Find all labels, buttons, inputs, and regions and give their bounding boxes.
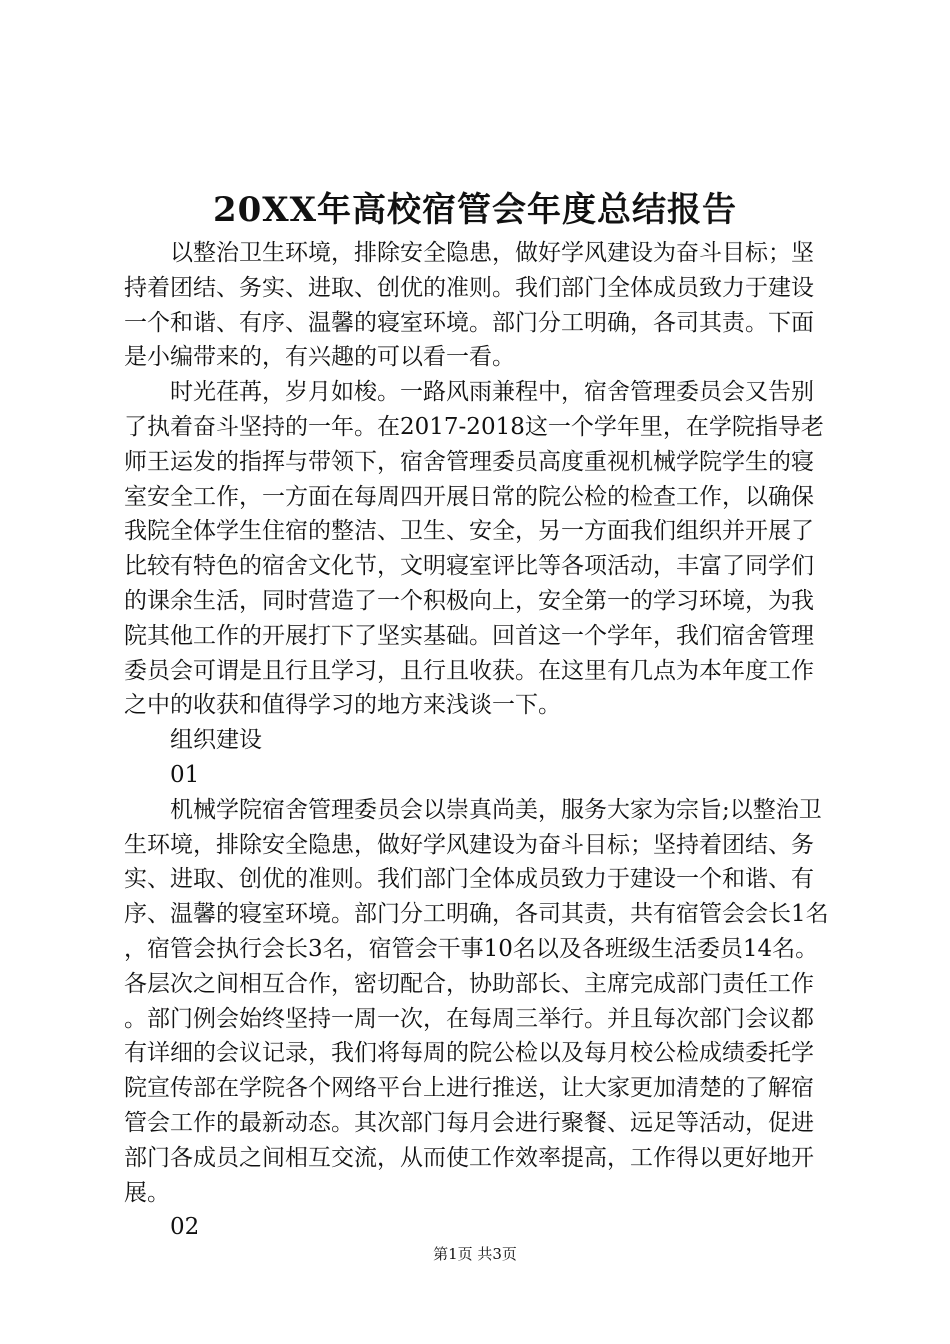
page-footer: 第1页 共3页 [433,1245,517,1263]
document-title: 20XX年高校宿管会年度总结报告 [212,190,738,230]
section-number: 01 [170,761,200,788]
paragraph-organization: 机械学院宿舍管理委员会以崇真尚美，服务大家为宗旨;以整治卫生环境，排除安全隐患，做好学风建设为奋斗目标；坚持着团结、务实、进取、创优的准则。我们部门全体成员致力于建设一个和谐、有序、温馨的寝室环境。部门分工明确，各司其责，共有宿管会会长1名，宿管会执行会长3名，宿管会干事10名以及各班级生活委员14名。各层次之间相互合作，密切配合，协助部长、主席完成部门责任工作。部门例会始终坚持一周一次，在每周三举行。并且每次部门会议都有详细的会议记录，我们将每周的院公检以及每月校公检成绩委托学院宣传部在学院各个网络平台上进行推送，让大家更加清楚的了解宿管会工作的最新动态。其次部门每月会进行聚餐、远足等活动，促进部门各成员之间相互交流，从而使工作效率提高，工作得以更好地开展。 [124,796,829,1206]
paragraph-review: 时光荏苒，岁月如梭。一路风雨兼程中，宿舍管理委员会又告别了执着奋斗坚持的一年。在2017-2018这一个学年里，在学院指导老师王运发的指挥与带领下，宿舍管理委员高度重视机械学院学生的寝室安全工作，一方面在每周四开展日常的院公检的检查工作，以确保我院全体学生住宿的整洁、卫生、安全，另一方面我们组织并开展了比较有特色的宿舍文化节，文明寝室评比等各项活动，丰富了同学们的课余生活，同时营造了一个积极向上，安全第一的学习环境，为我院其他工作的开展打下了坚实基础。回首这一个学年，我们宿舍管理委员会可谓是且行且学习，且行且收获。在这里有几点为本年度工作之中的收获和值得学习的地方来浅谈一下。 [124,379,824,719]
section-number: 02 [170,1214,200,1241]
document-body [124,236,834,1245]
section-heading: 组织建设 [170,727,262,754]
paragraph-intro: 以整治卫生环境，排除安全隐患，做好学风建设为奋斗目标；坚持着团结、务实、进取、创优的准则。我们部门全体成员致力于建设一个和谐、有序、温馨的寝室环境。部门分工明确，各司其责。下面是小编带来的，有兴趣的可以看一看。 [124,240,814,371]
